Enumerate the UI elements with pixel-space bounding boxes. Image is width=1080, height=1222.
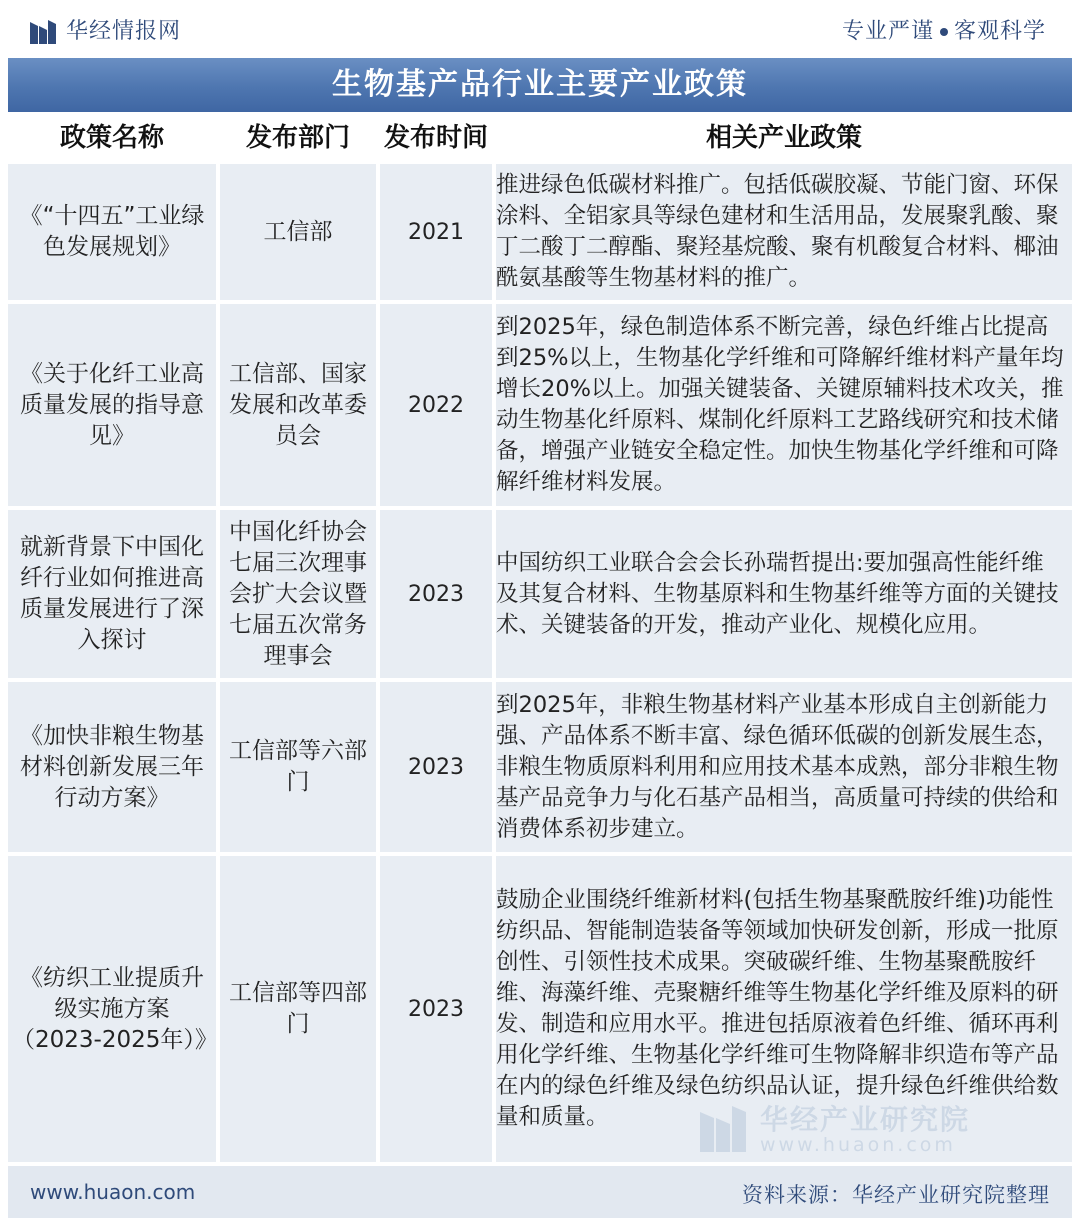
footer [8, 1166, 1072, 1218]
table-row [8, 510, 1072, 682]
department-cell [220, 856, 376, 1162]
site-url[interactable]: www.huaon.com [30, 1180, 196, 1204]
brand-name: 华经情报网 [66, 19, 182, 44]
department: 工信部等六部门 [229, 738, 367, 795]
policy-name-cell [8, 164, 216, 300]
slogan [842, 14, 1046, 45]
department-cell [220, 682, 376, 852]
year-cell [380, 682, 492, 852]
table-row [8, 856, 1072, 1166]
year-cell [380, 164, 492, 300]
year: 2023 [408, 996, 464, 1022]
slogan-left: 专业严谨 [841, 19, 934, 44]
department-cell [220, 304, 376, 506]
department: 工信部 [263, 218, 333, 245]
policy-content: 到2025年，非粮生物基材料产业基本形成自主创新能力强、产品体系不断丰富、绿色循环低碳的创新发展生态，非粮生物质原料利用和应用技术基本成熟，部分非粮生物基产品竞争力与化石基产品相当，高质量可持续的供给和消费体系初步建立。 [496, 691, 1059, 842]
policy-content: 鼓励企业围绕纤维新材料(包括生物基聚酰胺纤维)功能性纺织品、智能制造装备等领域加快研发创新，形成一批原创性、引领性技术成果。突破碳纤维、生物基聚酰胺纤维、海藻纤维、壳聚糖纤维等生物基化学纤维及原料的研发、制造和应用水平。推进包括原液着色纤维、循环再利用化学纤维、生物基化学纤维可生物降解非织造布等产品在内的绿色纤维及绿色纺织品认证，提升绿色纤维供给数量和质量。 [496, 887, 1059, 1130]
department-cell [220, 164, 376, 300]
table-header [8, 112, 1072, 164]
policy-content: 到2025年，绿色制造体系不断完善，绿色纤维占比提高到25%以上，生物基化学纤维和可降解纤维材料产量年均增长20%以上。加强关键装备、关键原辅料技术攻关，推动生物基化纤原料、煤制化纤原料工艺路线研究和技术储备，增强产业链安全稳定性。加快生物基化学纤维和可降解纤维材料发展。 [496, 314, 1064, 495]
department: 工信部、国家发展和改革委员会 [229, 360, 367, 449]
year: 2023 [408, 581, 464, 607]
year-cell [380, 304, 492, 506]
header-department: 发布部门 [245, 123, 350, 153]
header-related-policy: 相关产业政策 [705, 123, 862, 153]
header-policy-name: 政策名称 [59, 123, 164, 153]
policy-content-cell [496, 304, 1072, 506]
header-date: 发布时间 [383, 123, 488, 153]
dot-separator-icon [940, 28, 948, 36]
watermark-name: 华经产业研究院 [760, 1103, 971, 1136]
slogan-right: 客观科学 [953, 19, 1046, 44]
policy-content-cell [496, 510, 1072, 678]
department: 工信部等四部门 [229, 980, 367, 1037]
policy-content-cell [496, 682, 1072, 852]
policy-name-cell [8, 304, 216, 506]
policy-name-cell [8, 682, 216, 852]
policy-name-cell [8, 510, 216, 678]
watermark-url: www.huaon.com [760, 1134, 956, 1156]
source-note: 资料来源：华经产业研究院整理 [742, 1183, 1050, 1207]
table-row [8, 682, 1072, 856]
table-row [8, 304, 1072, 510]
policy-name: 就新背景下中国化纤行业如何推进高质量发展进行了深入探讨 [20, 534, 204, 653]
policy-content: 推进绿色低碳材料推广。包括低碳胶凝、节能门窗、环保涂料、全铝家具等绿色建材和生活用品，发展聚乳酸、聚丁二酸丁二醇酯、聚羟基烷酸、聚有机酸复合材料、椰油酰氨基酸等生物基材料的推广。 [496, 172, 1059, 291]
department-cell [220, 510, 376, 678]
table-row [8, 164, 1072, 304]
policy-content-cell [496, 164, 1072, 300]
year-cell [380, 510, 492, 678]
policy-name-cell [8, 856, 216, 1162]
department: 中国化纤协会七届三次理事会扩大会议暨七届五次常务理事会 [229, 518, 367, 669]
bar-logo-icon [30, 18, 56, 44]
year-cell [380, 856, 492, 1162]
page-title: 生物基产品行业主要产业政策 [8, 58, 1072, 112]
year: 2023 [408, 754, 464, 780]
year: 2021 [408, 219, 464, 245]
policy-content-cell [496, 856, 1072, 1162]
policy-name: 《纺织工业提质升级实施方案（2023-2025年）》 [12, 964, 218, 1053]
policy-name: 《加快非粮生物基材料创新发展三年行动方案》 [20, 722, 204, 811]
brand-header [0, 0, 1080, 56]
policy-content: 中国纺织工业联合会会长孙瑞哲提出:要加强高性能纤维及其复合材料、生物基原料和生物基纤维等方面的关键技术、关键装备的开发，推动产业化、规模化应用。 [496, 549, 1059, 638]
policy-table [8, 164, 1072, 1166]
policy-name: 《“十四五”工业绿色发展规划》 [19, 203, 205, 260]
year: 2022 [408, 392, 464, 418]
policy-name: 《关于化纤工业高质量发展的指导意见》 [20, 360, 204, 449]
